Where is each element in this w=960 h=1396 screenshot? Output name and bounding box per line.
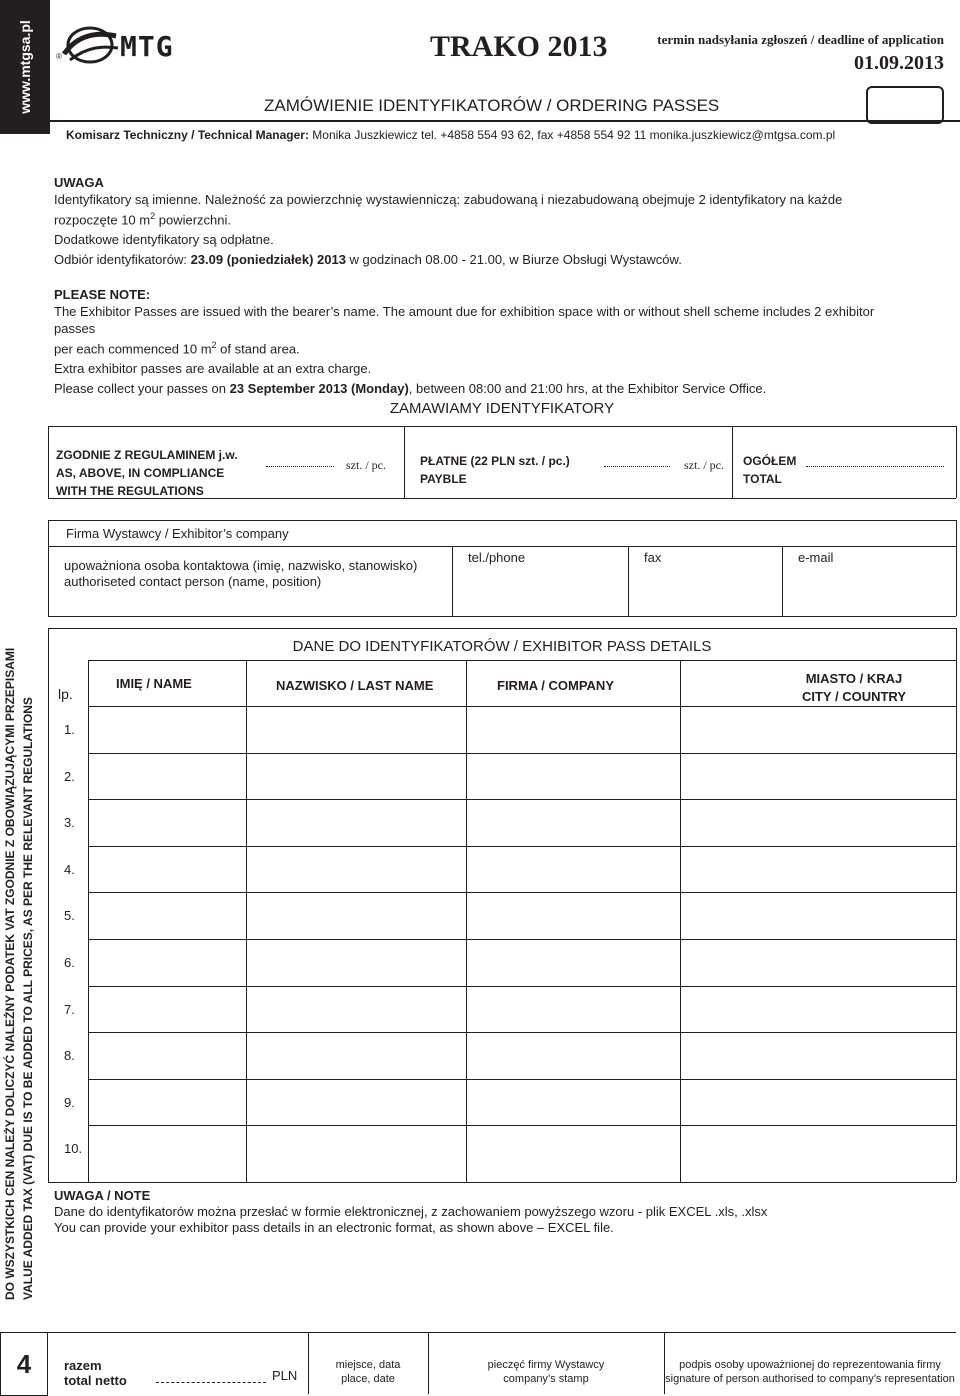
table-row[interactable] (88, 940, 956, 986)
footnote-line2: You can provide your exhibitor pass details in an electronic format, as shown above – EXCEL file. (54, 1220, 614, 1235)
mtg-logo-icon (58, 24, 120, 66)
regular-unit: szt. / pc. (346, 458, 386, 472)
paid-unit: szt. / pc. (684, 458, 724, 472)
col-lp: lp. (58, 686, 73, 702)
sidebar-url: www.mtgsa.pl (17, 20, 33, 114)
uwaga-section (54, 174, 914, 268)
row-number: 6. (64, 955, 75, 970)
row-number: 2. (64, 769, 75, 784)
paid-qty-field[interactable] (604, 456, 670, 467)
page-title: TRAKO 2013 (430, 30, 608, 63)
row-number: 10. (64, 1141, 83, 1156)
uwaga-heading: UWAGA (54, 175, 104, 190)
row-number: 5. (64, 908, 75, 923)
email-field[interactable]: e-mail (798, 550, 834, 565)
table-row[interactable] (88, 847, 956, 893)
uwaga-line2: rozpoczęte 10 $m^2$ powierzchni. (54, 211, 231, 228)
please-note-line4: Please collect your passes on 23 September 2013 (Monday), between 08:00 and 21:00 hrs, at the Exhibitor Service Office. (54, 381, 767, 397)
table-row[interactable] (88, 800, 956, 846)
please-note-section (54, 286, 914, 397)
table-row[interactable] (88, 1126, 956, 1172)
contact-person-field[interactable]: upoważniona osoba kontaktowa (imię, nazwisko, stanowisko) authoriseted contact person (name, position) (64, 558, 418, 589)
header-divider (50, 120, 960, 122)
order-paid-label: PŁATNE (22 PLN szt. / pc.) PAYBLE (420, 454, 570, 486)
place-date-field[interactable]: miejsce, data place, date (335, 1359, 401, 1385)
deadline-label: termin nadsyłania zgłoszeń / deadline of application (657, 32, 944, 47)
col-company: FIRMA / COMPANY (497, 678, 614, 693)
footnote (54, 1188, 767, 1236)
row-number: 9. (64, 1095, 75, 1110)
table-row[interactable] (88, 987, 956, 1033)
vat-note-pl: DO WSZYSTKICH CEN NALEŻY DOLICZYĆ NALEŻNY PODATEK VAT ZGODNIE Z OBOWIĄZUJĄCYMI PRZEPISAMI (3, 647, 17, 1300)
row-number: 1. (64, 722, 75, 737)
order-title: ZAMÓWIENIE IDENTYFIKATORÓW / ORDERING PASSES (264, 96, 720, 115)
logo-text: MTG (120, 30, 174, 63)
order-regular-label: ZGODNIE Z REGULAMINEM j.w. AS, ABOVE, IN COMPLIANCE WITH THE REGULATIONS (56, 448, 238, 498)
please-note-heading: PLEASE NOTE: (54, 287, 151, 302)
exhibitor-company-field[interactable]: Firma Wystawcy / Exhibitor’s company (66, 526, 289, 541)
row-number: 8. (64, 1048, 75, 1063)
regular-qty-field[interactable] (266, 456, 334, 467)
manager-label: Komisarz Techniczny / Technical Manager: (66, 128, 309, 142)
row-number: 3. (64, 815, 75, 830)
please-note-line2: per each commenced 10 $m^2$ of stand area. (54, 340, 300, 357)
vat-note-en: VALUE ADDED TAX (VAT) DUE IS TO BE ADDED TO ALL PRICES, AS PER THE RELEVANT REGULATIONS (21, 697, 35, 1300)
page-number: 4 (0, 1332, 48, 1396)
table-row[interactable] (88, 1080, 956, 1126)
phone-field[interactable]: tel./phone (468, 550, 526, 565)
col-last-name: NAZWISKO / LAST NAME (276, 678, 434, 693)
footnote-line1: Dane do identyfikatorów można przesłać w formie elektronicznej, z zachowaniem powyższego wzoru - plik EXCEL .xls, .xlsx (54, 1204, 768, 1219)
order-heading: ZAMAWIAMY IDENTYFIKATORY (389, 400, 615, 417)
col-city: MIASTO / KRAJ CITY / COUNTRY (801, 671, 906, 704)
order-total-label: OGÓŁEM TOTAL (743, 454, 797, 486)
pass-table-heading: DANE DO IDENTYFIKATORÓW / EXHIBITOR PASS DETAILS (292, 638, 712, 655)
total-qty-field[interactable] (806, 456, 944, 467)
deadline-date: 01.09.2013 (854, 52, 944, 74)
uwaga-line4: Odbiór identyfikatorów: 23.09 (poniedziałek) 2013 w godzinach 08.00 - 21.00, w Biurze Obsługi Wystawców. (54, 252, 682, 268)
please-note-line3: Extra exhibitor passes are available at an extra charge. (54, 361, 372, 377)
order-top-line (48, 426, 956, 427)
table-row[interactable] (88, 893, 956, 939)
please-note-line1: The Exhibitor Passes are issued with the bearer’s name. The amount due for exhibition space with or without shell scheme includes 2 exhibitor passes (54, 304, 875, 336)
signature-field[interactable]: podpis osoby upoważnionej do reprezentowania firmy signature of person authorised to company’s representation (665, 1359, 955, 1385)
uwaga-line1: Identyfikatory są imienne. Należność za powierzchnię wystawienniczą: zabudowaną i niezabudowaną obejmuje 2 identyfikatory na każde (54, 192, 843, 207)
currency-label: PLN (272, 1368, 298, 1383)
table-row[interactable] (88, 1033, 956, 1079)
manager-info: Monika Juszkiewicz tel. +4858 554 93 62, fax +4858 554 92 11 monika.juszkiewicz@mtgsa.com.pl (312, 128, 836, 142)
table-row[interactable] (88, 707, 956, 753)
sidebar-banner (0, 0, 50, 134)
form-number-box[interactable] (866, 86, 944, 124)
table-row[interactable] (88, 754, 956, 800)
row-number: 7. (64, 1002, 75, 1017)
fax-field[interactable]: fax (644, 550, 662, 565)
technical-manager (66, 128, 835, 142)
footnote-heading: UWAGA / NOTE (54, 1188, 151, 1203)
registered-mark: ® (56, 52, 62, 61)
col-name: IMIĘ / NAME (116, 676, 192, 691)
total-netto-field[interactable] (156, 1382, 266, 1383)
total-netto-label: razem total netto (64, 1358, 127, 1388)
row-number: 4. (64, 862, 75, 877)
uwaga-line3: Dodatkowe identyfikatory są odpłatne. (54, 232, 274, 248)
company-stamp-field[interactable]: pieczęć firmy Wystawcy company’s stamp (487, 1359, 605, 1385)
